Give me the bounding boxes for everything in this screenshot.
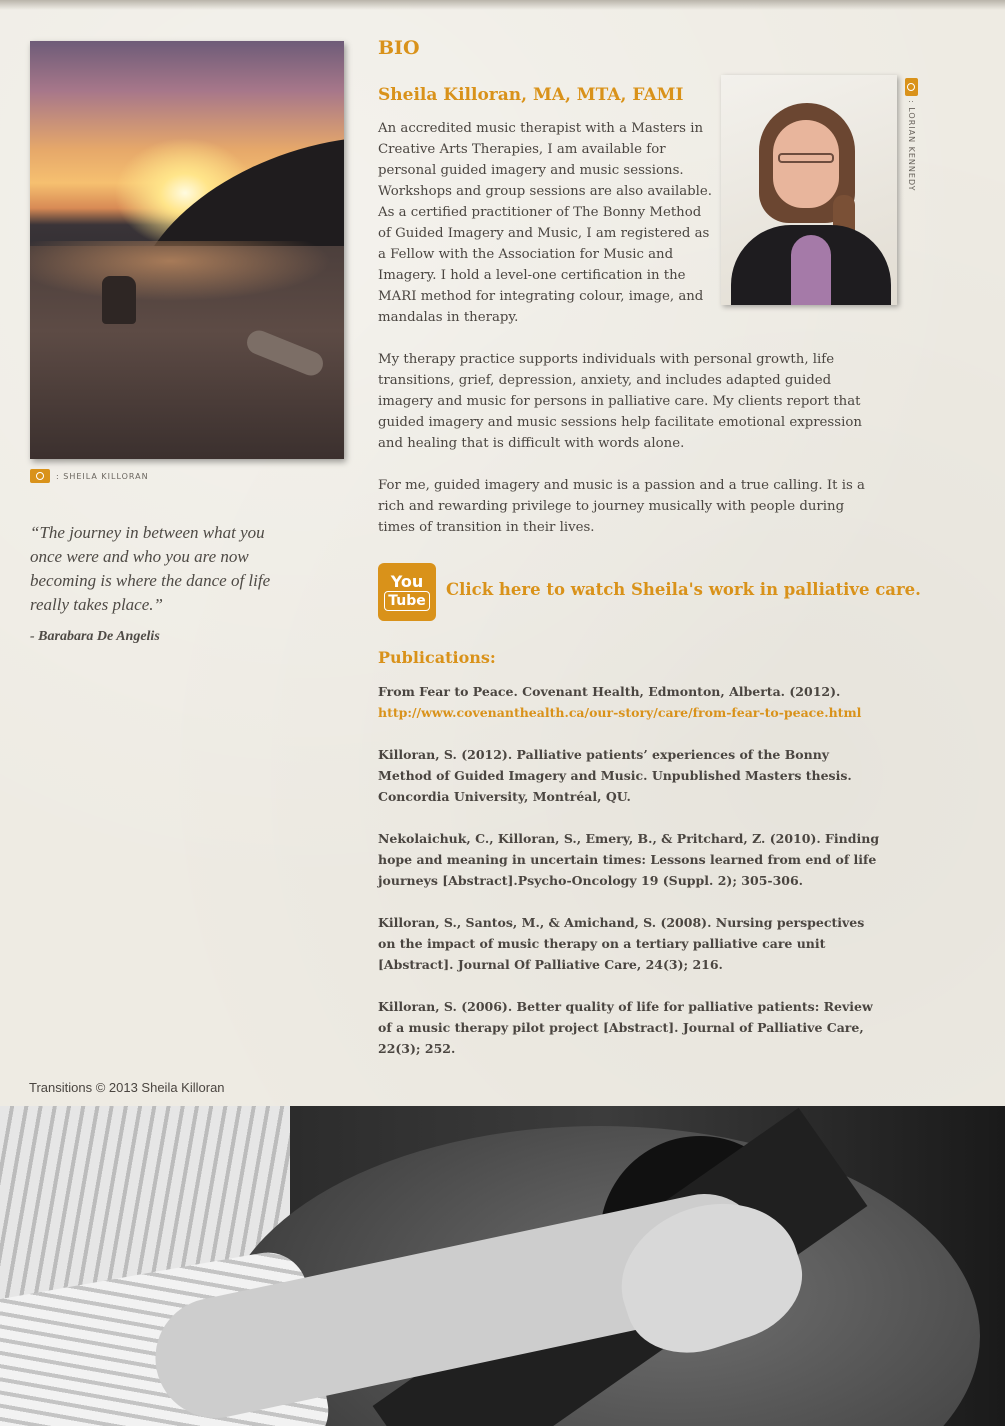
- youtube-icon[interactable]: [378, 563, 436, 621]
- page-title: BIO: [378, 37, 420, 59]
- publication-text: From Fear to Peace. Covenant Health, Edmonton, Alberta. (2012).: [378, 684, 841, 699]
- portrait-photo-credit-text: : LORIAN KENNEDY: [907, 100, 916, 192]
- bio-paragraph-3: For me, guided imagery and music is a passion and a true calling. It is a rich and rewarding privilege to journey musically with people during times of transition in their lives.: [378, 478, 865, 535]
- sunset-photo-credit: [30, 469, 149, 483]
- quote-text: “The journey in between what you once were and who you are now becoming is where the dance of life really takes place.”: [30, 523, 271, 614]
- publication-item-1: [378, 681, 883, 723]
- publication-item-5: Killoran, S. (2006). Better quality of life for palliative patients: Review of a music therapy pilot project [Abstract]. Journal of Palliative Care, 22(3); 252.: [378, 999, 873, 1056]
- sunset-photo: [30, 41, 344, 459]
- quote-author: - Barabara De Angelis: [30, 629, 160, 644]
- portrait-face: [773, 120, 839, 208]
- youtube-tube-text: Tube: [384, 591, 430, 611]
- publication-item-3: Nekolaichuk, C., Killoran, S., Emery, B., & Pritchard, Z. (2010). Finding hope and meaning in uncertain times: Lessons learned from end of life journeys [Abstract].Psycho-Oncology 19 (Suppl. 2); 305-306.: [378, 831, 880, 888]
- publication-item-4: Killoran, S., Santos, M., & Amichand, S. (2008). Nursing perspectives on the impact of music therapy on a tertiary palliative care unit [Abstract]. Journal Of Palliative Care, 24(3); 216.: [378, 915, 865, 972]
- portrait-photo: [721, 75, 897, 305]
- publications-heading: Publications:: [378, 648, 496, 667]
- portrait-shirt: [791, 235, 831, 305]
- publication-item-2: Killoran, S. (2012). Palliative patients’ experiences of the Bonny Method of Guided Imagery and Music. Unpublished Masters thesis. Concordia University, Montréal, QU.: [378, 747, 852, 804]
- camera-icon: [905, 78, 918, 96]
- bio-paragraph-2: My therapy practice supports individuals with personal growth, life transitions, grief, depression, anxiety, and includes adapted guided imagery and music for persons in palliative care. My clients report that guided imagery and music sessions help facilitate emotional expression and healing that is difficult with words alone.: [378, 352, 862, 451]
- bio-name: Sheila Killoran, MA, MTA, FAMI: [378, 85, 684, 105]
- portrait-glasses: [778, 153, 834, 163]
- bio-paragraph-1: An accredited music therapist with a Masters in Creative Arts Therapies, I am available for personal guided imagery and music sessions. Workshops and group sessions are also available. As a certified practitioner of The Bonny Method of Guided Imagery and Music, I am registered as a Fellow with the Association for Music and Imagery. I hold a level-one certification in the MARI method for integrating colour, image, and mandalas in therapy.: [378, 121, 713, 325]
- camera-icon: [30, 469, 50, 483]
- sunset-photo-credit-text: : SHEILA KILLORAN: [56, 471, 149, 481]
- top-shadow: [0, 0, 1005, 10]
- footer-copyright: Transitions © 2013 Sheila Killoran: [29, 1080, 225, 1095]
- publication-link[interactable]: http://www.covenanthealth.ca/our-story/care/from-fear-to-peace.html: [378, 705, 862, 720]
- guitar-photo: [0, 1106, 1005, 1426]
- palliative-care-video-link[interactable]: Click here to watch Sheila's work in palliative care.: [446, 580, 921, 599]
- photo-stump: [102, 276, 136, 324]
- youtube-you-text: You: [390, 572, 424, 591]
- portrait-photo-credit: [905, 78, 918, 192]
- photo-reflection: [30, 241, 344, 321]
